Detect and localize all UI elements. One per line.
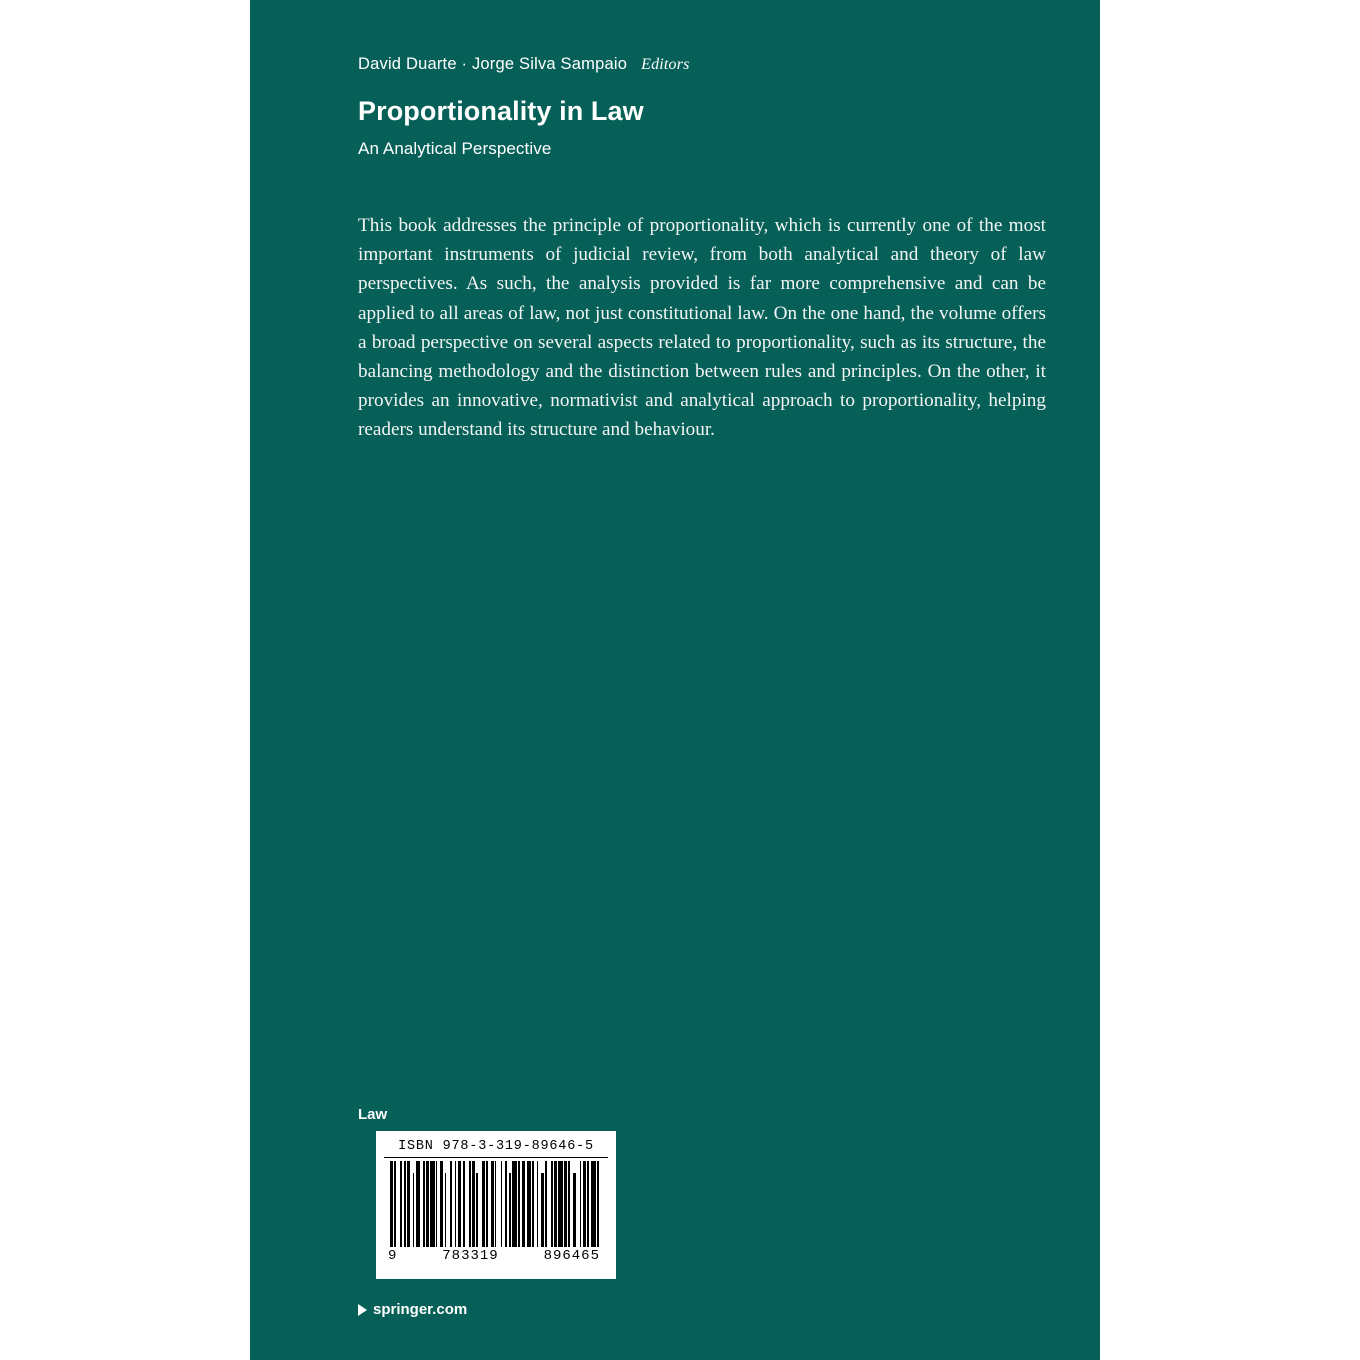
editors-line (358, 55, 1048, 74)
book-title: Proportionality in Law (358, 96, 644, 126)
book-blurb: This book addresses the principle of proportionality, which is currently one of the most important instruments of judicial review, from both analytical and theory of law perspectives. As such, the analysis provided is far more comprehensive and can be applied to all areas of law, not just constitutional law. On the one hand, the volume offers a broad perspective on several aspects related to proportionality, such as its structure, the balancing methodology and the distinction between rules and principles. On the other, it provides an innovative, normativist and analytical approach to proportionality, helping readers understand its structure and behaviour. (358, 215, 1046, 441)
editors-names: David Duarte · Jorge Silva Sampaio (358, 55, 628, 73)
barcode-bars (384, 1161, 608, 1247)
barcode-digit-group-mid: 783319 (442, 1248, 499, 1264)
barcode-digit-group-left: 9 (388, 1248, 398, 1264)
publisher-url: springer.com (373, 1301, 468, 1318)
subject-label: Law (358, 1106, 388, 1123)
cover-text-block (358, 55, 1048, 445)
barcode-digits (384, 1247, 608, 1264)
cover-footer (358, 1106, 658, 1318)
isbn-text: ISBN 978-3-319-89646-5 (384, 1139, 608, 1158)
publisher-line (358, 1301, 658, 1318)
barcode-digit-group-right: 896465 (543, 1248, 600, 1264)
book-back-cover (250, 0, 1100, 1360)
isbn-barcode (376, 1131, 616, 1279)
play-triangle-icon (358, 1304, 367, 1316)
book-subtitle: An Analytical Perspective (358, 139, 552, 158)
editors-role-label: Editors (641, 56, 690, 73)
barcode-wrap (376, 1131, 658, 1279)
